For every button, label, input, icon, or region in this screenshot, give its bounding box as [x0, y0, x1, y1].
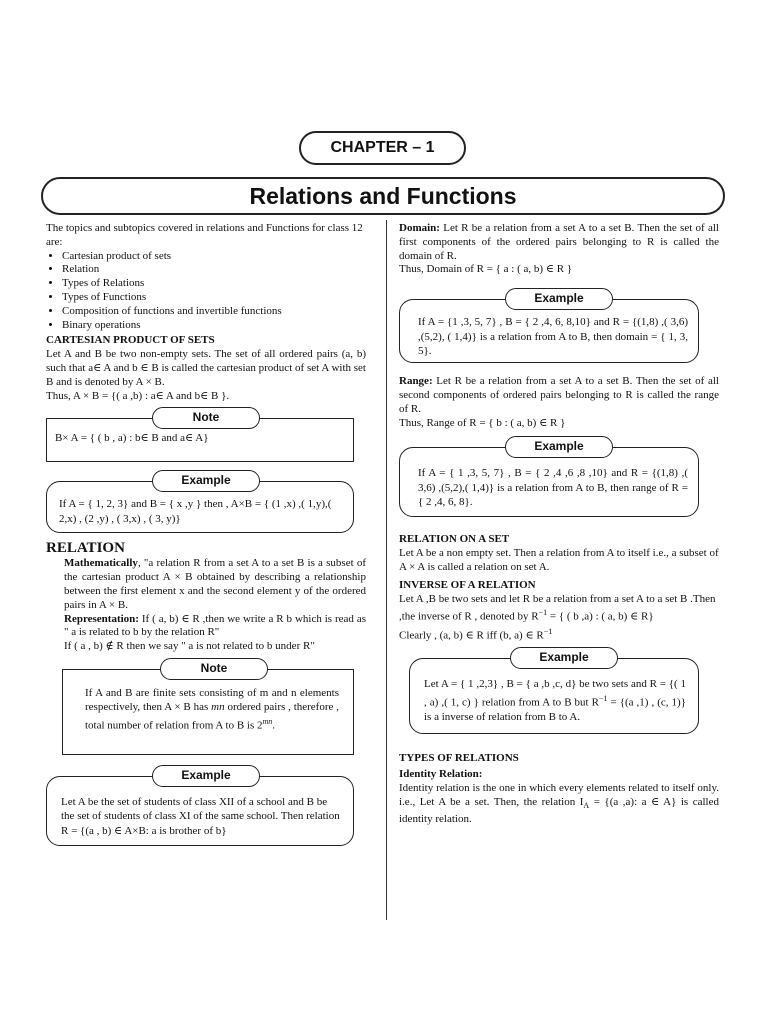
example-domain-text: If A = {1 ,3, 5, 7} , B = { 2 ,4, 6, 8,10} and R = {(1,8) ,( 3,6) ,(5,2), ( 1,4)} is a relation from A to B, then domain = { 1, 3, 5}. [418, 316, 688, 358]
column-divider [386, 220, 387, 920]
note2-sup: mn [262, 716, 273, 726]
representation-label: Representation: [64, 612, 139, 625]
inverse-heading: INVERSE OF A RELATION [399, 578, 536, 591]
inverse-text-2: = { ( b ,a) : ( a, b) ∈ R} [547, 611, 654, 624]
range-thus: Thus, Range of R = { b : ( a, b) ∈ R } [399, 416, 566, 429]
example-box-2 [46, 765, 366, 846]
example-range-text: If A = { 1 ,3, 5, 7} , B = { 2 ,4 ,6 ,8 ,10} and R = {(1,8) ,( 3,6) ,(5,2),( 1,4)} is a relation from A to B, then range of R = { 2 ,4, 6, 8}. [418, 467, 688, 509]
example-inverse-1: Let A = { 1 ,2,3} , B = { a ,b ,c, d} be two sets and R = {( 1 , a) ,( 1, c) } relation from A to B but R [424, 678, 686, 709]
relation-math-paragraph [46, 557, 366, 612]
topic-item: • Types of Functions [62, 291, 366, 305]
range-paragraph [399, 375, 719, 416]
example-tag: Example [152, 765, 260, 787]
relation-heading: RELATION [46, 540, 125, 557]
example-tag: Example [152, 470, 260, 492]
example-tag: Example [510, 647, 618, 669]
left-column [46, 222, 366, 846]
domain-text: Let R be a relation from a set A to a set B. Then the set of all first components of the ordered pairs belonging to R is called the domain of R. [399, 222, 719, 262]
example1-text: If A = { 1, 2, 3} and B = { x ,y } then , A×B = { (1 ,x) ,( 1,y),( 2,x) , (2 ,y) , ( 3,x) , ( 3, y)} [59, 498, 332, 525]
chapter-label: CHAPTER – 1 [299, 131, 466, 165]
identity-text-1: Identity relation is the one in which every elements related to itself only. i.e., Let A be a set. Then, the relation I [399, 781, 719, 808]
cartesian-text: Let A and B be two non-empty sets. The set of all ordered pairs (a, b) such that a∈ A and b ∈ B is called the cartesian product of set A with set B and is denoted by A × B. [46, 348, 366, 388]
identity-paragraph [399, 782, 719, 827]
topic-item: • Binary operations [62, 319, 366, 333]
example-box-inverse [399, 647, 719, 734]
relation-math-label: Mathematically [64, 557, 138, 570]
clearly-paragraph [399, 625, 719, 643]
domain-thus: Thus, Domain of R = { a : ( a, b) ∈ R } [399, 263, 573, 276]
note-box-1 [46, 407, 366, 462]
right-column [399, 222, 719, 826]
inverse-text-1: Let A ,B be two sets and let R be a relation from a set A to a set B .Then ,the inverse of R , denoted by R [399, 592, 716, 624]
example-inverse-text [424, 677, 686, 724]
example-inverse-sup: −1 [598, 693, 608, 703]
topics-list [46, 250, 366, 333]
note-box-2 [46, 658, 366, 755]
note2-mn: mn [211, 701, 225, 714]
representation-paragraph [46, 613, 366, 641]
inverse-paragraph [399, 593, 719, 625]
note2-text [85, 686, 339, 733]
cartesian-heading: CARTESIAN PRODUCT OF SETS [46, 334, 215, 347]
example-box-domain [399, 288, 719, 363]
inverse-sup: −1 [538, 608, 548, 618]
clearly-text: Clearly , (a, b) ∈ R iff (b, a) ∈ R [399, 629, 544, 642]
topic-item: • Cartesian product of sets [62, 250, 366, 264]
example-inverse-2: = {(a ,1) , (c, 1)} is a inverse of relation from B to A. [424, 696, 687, 723]
representation-text: If ( a, b) ∈ R ,then we write a R b which is read as " a is related to b by the relation R" [64, 612, 366, 639]
note2-end: . [272, 719, 276, 732]
example-tag: Example [505, 436, 613, 458]
topic-item: • Relation [62, 263, 366, 277]
cartesian-thus: Thus, A × B = {( a ,b) : a∈ A and b∈ B }. [46, 389, 230, 402]
range-text: Let R be a relation from a set A to a set B. Then the set of all second components of ordered pairs belonging to R is called the range of R. [399, 375, 719, 415]
note1-text: B× A = { ( b , a) : b∈ B and a∈ A} [55, 432, 209, 445]
relation-math-text: , "a relation R from a set A to a set B is a subset of the cartesian product A × B obtained by describing a relationship between the first element x and the second element y of the ordered pairs in A × B. [64, 557, 366, 611]
relation-set-heading: RELATION ON A SET [399, 533, 510, 546]
note-tag: Note [152, 407, 260, 429]
types-heading: TYPES OF RELATIONS [399, 752, 519, 765]
example-box-range [399, 436, 719, 517]
chapter-title: Relations and Functions [41, 177, 725, 215]
intro-text: The topics and subtopics covered in relations and Functions for class 12 are: [46, 222, 363, 248]
identity-sub: A [583, 800, 590, 810]
example-box-1 [46, 470, 366, 533]
clearly-sup: −1 [543, 626, 553, 636]
domain-label: Domain: [399, 222, 440, 234]
topic-item: • Composition of functions and invertible functions [62, 305, 366, 319]
example2-text: Let A be the set of students of class XII of a school and B be the set of students of class XI of the same school. Then relation R = {(a , b) ∈ A×B: a is brother of b} [61, 795, 340, 837]
range-label: Range: [399, 375, 433, 388]
example-tag: Example [505, 288, 613, 310]
domain-paragraph [399, 222, 719, 263]
note-tag: Note [160, 658, 268, 680]
identity-text-2: = {(a ,a): a ∈ A} is called identity relation. [399, 795, 719, 825]
note2-part1: If A and B are finite sets consisting of m and n elements respectively, then A × B has [85, 686, 339, 714]
relation-set-text: Let A be a non empty set. Then a relation from A to itself i.e., a subset of A × A is called a relation on set A. [399, 547, 719, 573]
identity-heading: Identity Relation: [399, 768, 483, 781]
topic-item: • Types of Relations [62, 277, 366, 291]
note2-part2: ordered pairs , therefore , total number of relation from A to B is 2 [85, 701, 339, 732]
not-related-text: If ( a , b) ∉ R then we say " a is not related to b under R" [64, 640, 315, 653]
